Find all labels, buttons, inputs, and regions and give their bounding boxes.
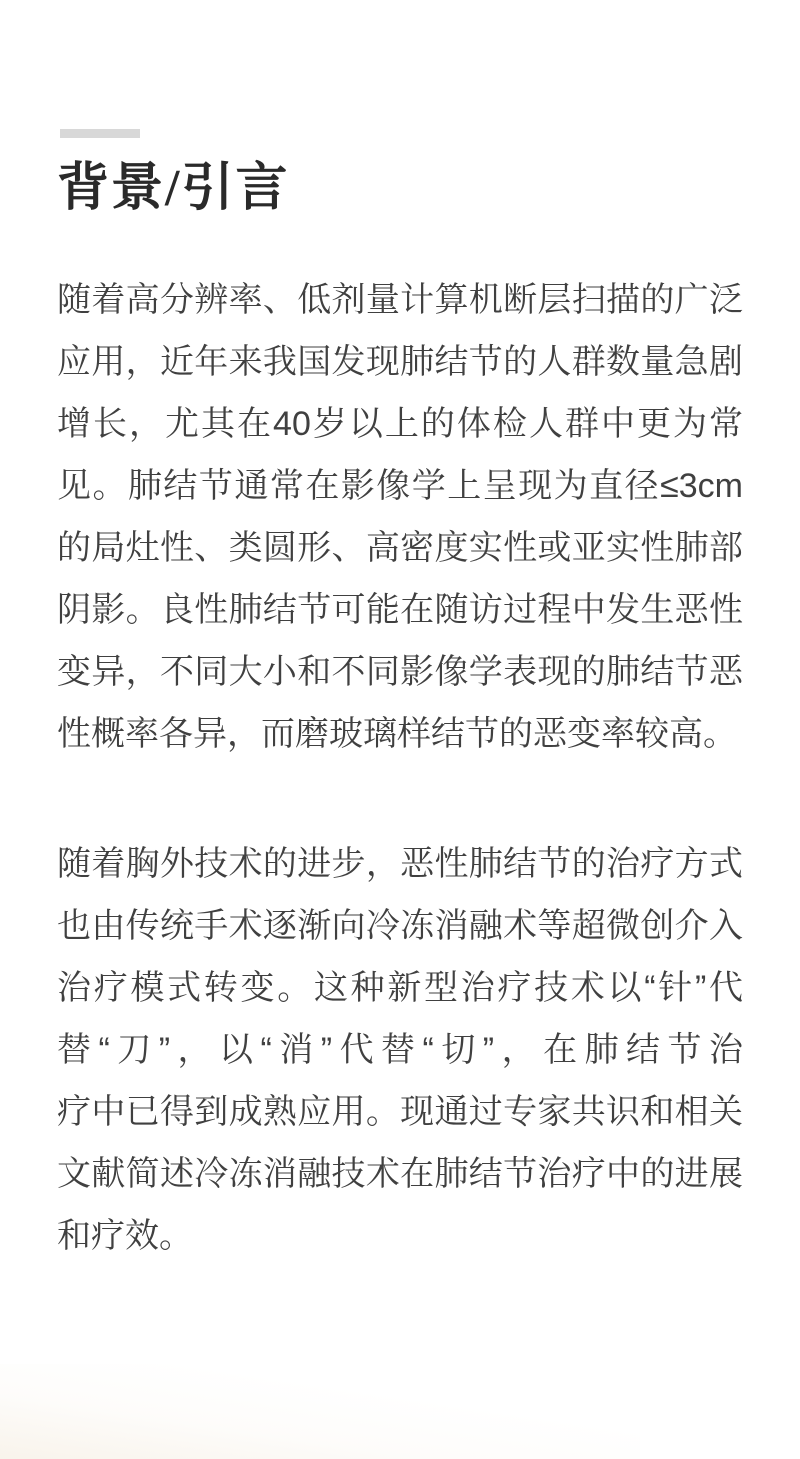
text-line: 见。肺结节通常在影像学上呈现为直径≤3cm [57,467,743,506]
text-line: 随着高分辨率、低剂量计算机断层扫描的广泛 [57,281,743,320]
text-line: 性概率各异，而磨玻璃样结节的恶变率较高。 [57,715,737,754]
text-line: 文献简述冷冻消融技术在肺结节治疗中的进展 [57,1155,743,1194]
text-line: 随着胸外技术的进步，恶性肺结节的治疗方式 [57,845,743,884]
accent-bar [60,129,140,138]
intro-paragraph-2 [57,833,743,1267]
text-line: 应用，近年来我国发现肺结节的人群数量急剧 [57,343,743,382]
text-line: 替“刀”，以“消”代替“切”，在肺结节治 [57,1031,743,1070]
text-line: 增长，尤其在40岁以上的体检人群中更为常 [57,405,743,444]
section-title: 背景/引言 [57,160,290,217]
text-line: 治疗模式转变。这种新型治疗技术以“针”代 [57,969,743,1008]
article-page [0,129,800,1459]
text-line: 和疗效。 [57,1217,193,1256]
text-line: 变异，不同大小和不同影像学表现的肺结节恶 [57,653,743,692]
text-line: 也由传统手术逐渐向冷冻消融术等超微创介入 [57,907,743,946]
corner-gradient [0,1364,640,1459]
text-line: 阴影。良性肺结节可能在随访过程中发生恶性 [57,591,743,630]
text-line: 的局灶性、类圆形、高密度实性或亚实性肺部 [57,529,743,568]
text-line: 疗中已得到成熟应用。现通过专家共识和相关 [57,1093,743,1132]
intro-paragraph-1 [57,269,743,765]
